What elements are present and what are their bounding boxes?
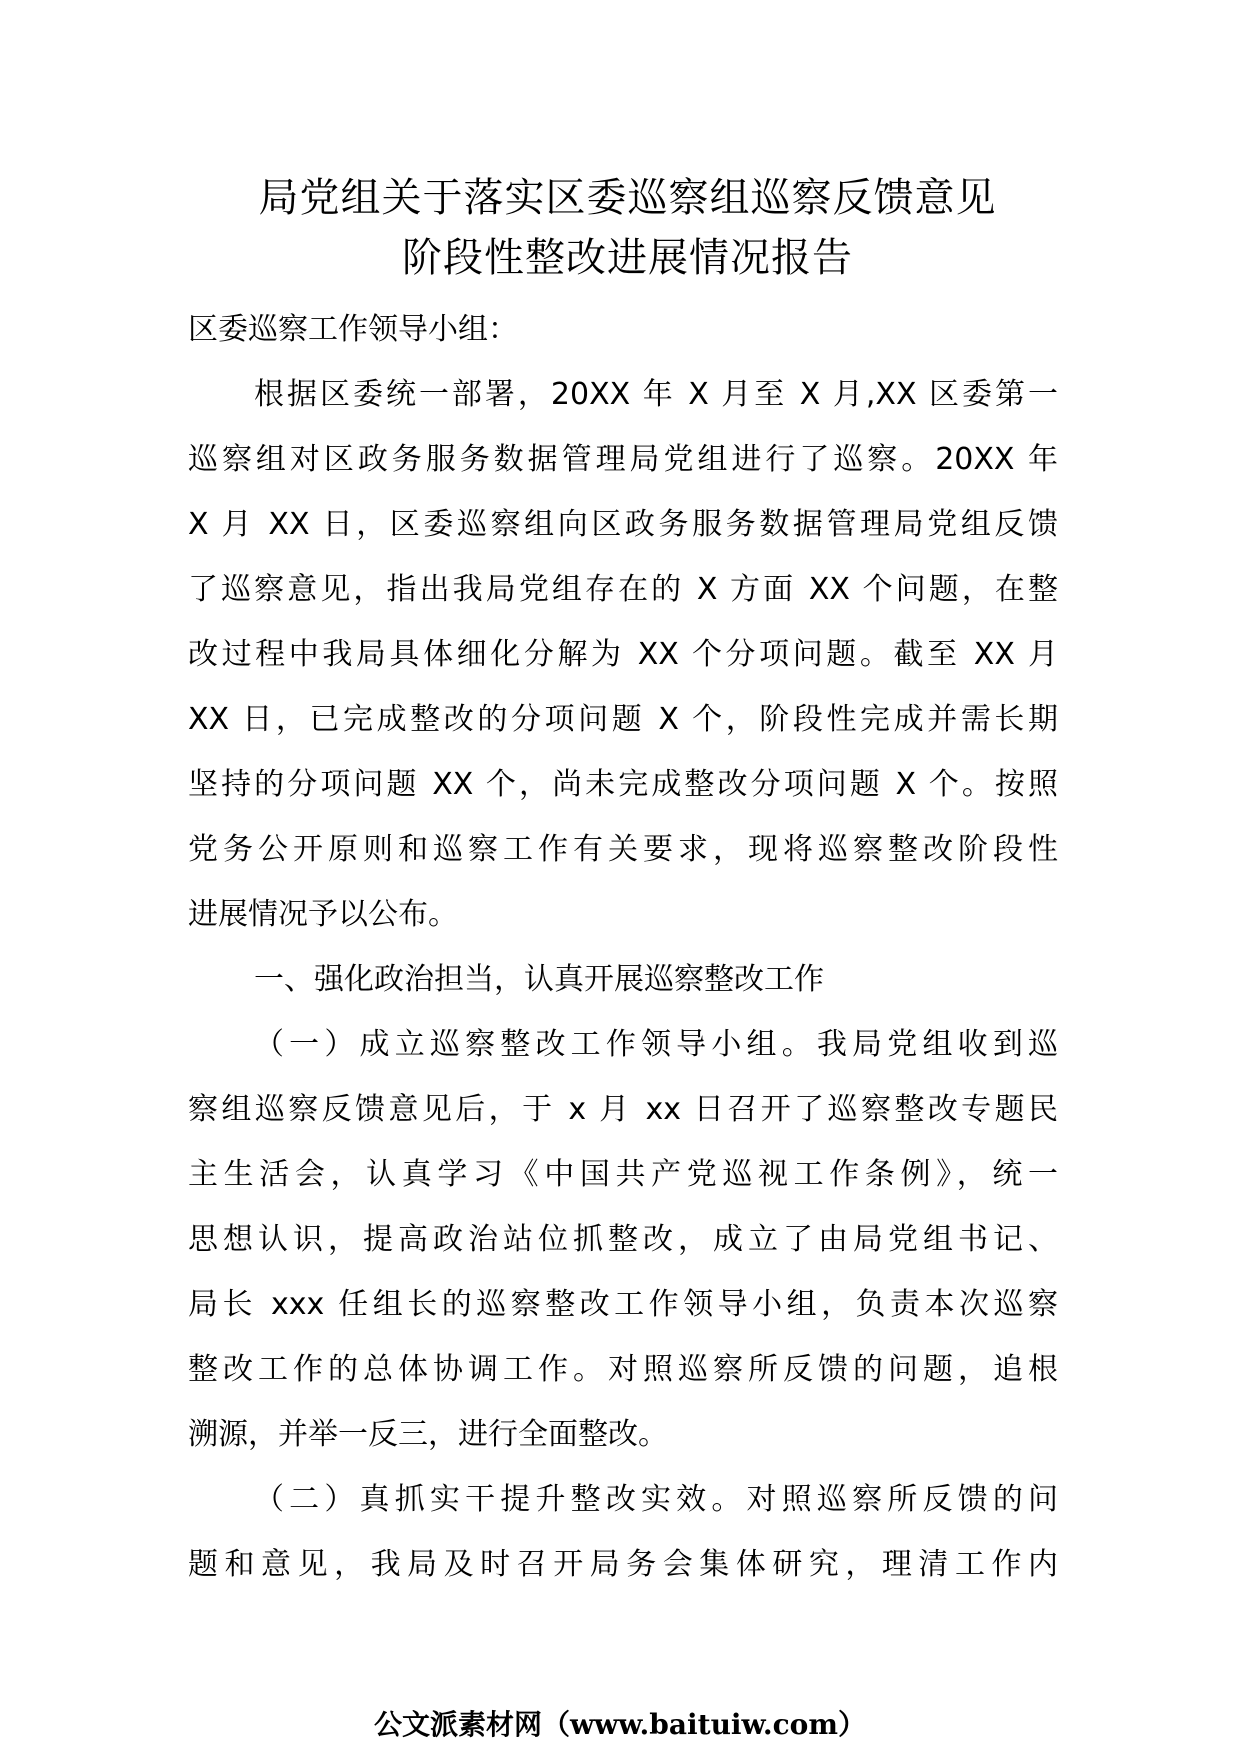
paragraph-line: 进展情况予以公布。	[188, 897, 458, 932]
paragraph-line: 坚持的分项问题 XX 个，尚未完成整改分项问题 X 个。按照	[188, 767, 1058, 802]
paragraph-intro	[188, 362, 1058, 947]
paragraph-line: 巡察组对区政务服务数据管理局党组进行了巡察。20XX 年	[188, 442, 1058, 477]
paragraph-line: 改过程中我局具体细化分解为 XX 个分项问题。截至 XX 月	[188, 637, 1058, 672]
footer-watermark: 公文派素材网（www.baituiw.com）	[374, 1708, 866, 1741]
paragraph-line: 了巡察意见，指出我局党组存在的 X 方面 XX 个问题，在整	[188, 572, 1058, 607]
paragraph-line: XX 日，已完成整改的分项问题 X 个，阶段性完成并需长期	[188, 702, 1058, 737]
paragraph-line: 主生活会，认真学习《中国共产党巡视工作条例》，统一	[188, 1157, 1058, 1192]
paragraph-line: 察组巡察反馈意见后，于 x 月 xx 日召开了巡察整改专题民	[188, 1092, 1058, 1127]
paragraph-line: 局长 xxx 任组长的巡察整改工作领导小组，负责本次巡察	[188, 1287, 1058, 1322]
title-line-1: 局党组关于落实区委巡察组巡察反馈意见	[258, 175, 997, 221]
section-heading: 一、强化政治担当，认真开展巡察整改工作	[254, 962, 824, 997]
document-title	[160, 168, 1095, 288]
paragraph-line: X 月 XX 日，区委巡察组向区政务服务数据管理局党组反馈	[188, 507, 1058, 542]
paragraph-line: 整改工作的总体协调工作。对照巡察所反馈的问题，追根	[188, 1352, 1058, 1387]
paragraph-line: 根据区委统一部署，20XX 年 X 月至 X 月,XX 区委第一	[254, 377, 1058, 412]
paragraph-line: （一）成立巡察整改工作领导小组。我局党组收到巡	[254, 1027, 1058, 1062]
document-body	[188, 297, 1058, 1597]
salutation: 区委巡察工作领导小组：	[188, 312, 518, 347]
paragraph-line: 题和意见，我局及时召开局务会集体研究，理清工作内	[188, 1547, 1058, 1582]
title-line-2: 阶段性整改进展情况报告	[402, 235, 853, 281]
paragraph-line: 溯源，并举一反三，进行全面整改。	[188, 1417, 668, 1452]
paragraph-line: 党务公开原则和巡察工作有关要求，现将巡察整改阶段性	[188, 832, 1058, 867]
paragraph-line: 思想认识，提高政治站位抓整改，成立了由局党组书记、	[188, 1222, 1058, 1257]
paragraph-line: （二）真抓实干提升整改实效。对照巡察所反馈的问	[254, 1482, 1058, 1517]
paragraph-item-2	[188, 1467, 1058, 1597]
paragraph-item-1	[188, 1012, 1058, 1467]
